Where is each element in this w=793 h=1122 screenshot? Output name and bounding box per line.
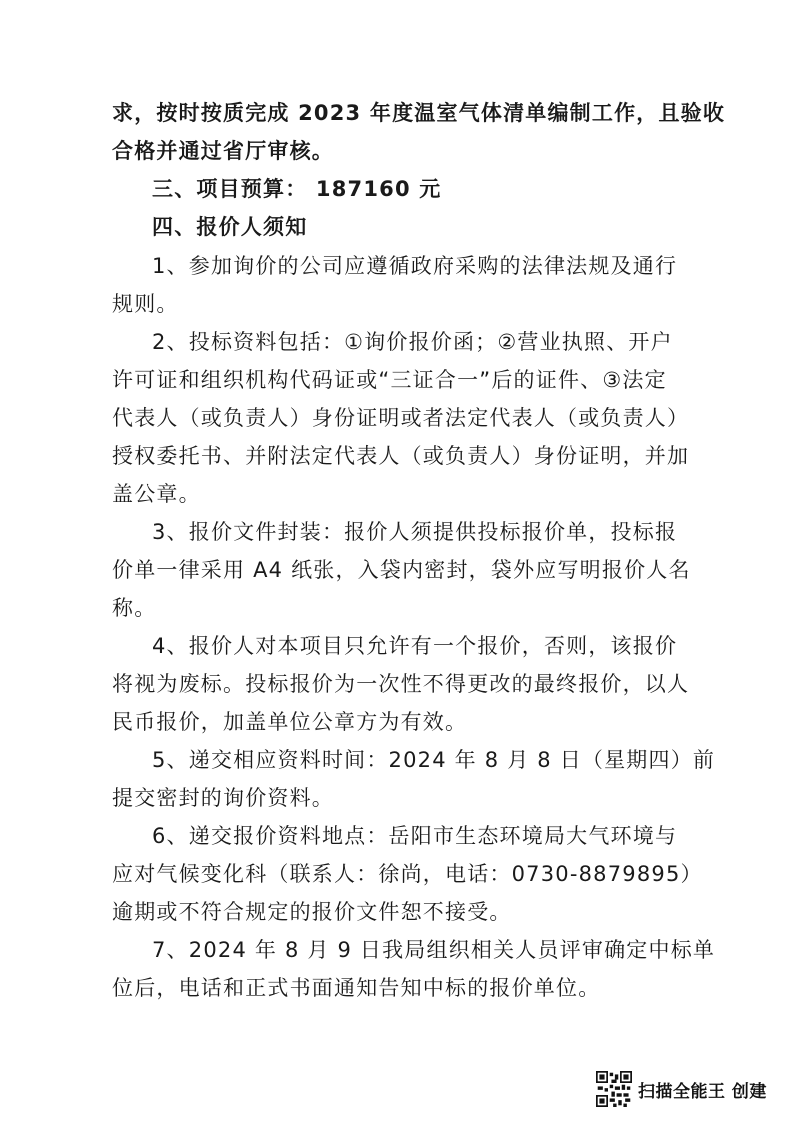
text-line-23: 7、2024 年 8 月 9 日我局组织相关人员评审确定中标单 [152, 938, 716, 962]
qr-code-icon [596, 1071, 632, 1107]
text-line-6: 规则。 [112, 292, 179, 316]
text-line-13: 价单一律采用 A4 纸张，入袋内密封，袋外应写明报价人名 [112, 558, 691, 582]
text-line-9: 代表人（或负责人）身份证明或者法定代表人（或负责人） [112, 406, 690, 430]
watermark-text: 扫描全能王 创建 [638, 1081, 767, 1102]
text-line-15: 4、报价人对本项目只允许有一个报价，否则，该报价 [152, 634, 678, 658]
text-line-8: 许可证和组织机构代码证或“三证合一”后的证件、③法定 [112, 368, 667, 392]
text-line-12: 3、报价文件封装：报价人须提供投标报价单，投标报 [152, 520, 678, 544]
text-line-18: 5、递交相应资料时间：2024 年 8 月 8 日（星期四）前 [152, 748, 716, 772]
section-heading-notice: 四、报价人须知 [152, 215, 308, 239]
section-heading-budget: 三、项目预算： 187160 元 [152, 177, 442, 201]
text-line-16: 将视为废标。投标报价为一次性不得更改的最终报价，以人 [112, 672, 690, 696]
text-line-20: 6、递交报价资料地点：岳阳市生态环境局大气环境与 [152, 824, 678, 848]
text-line-14: 称。 [112, 596, 157, 620]
text-line-11: 盖公章。 [112, 482, 201, 506]
text-line-2: 合格并通过省厅审核。 [112, 139, 334, 163]
text-line-21: 应对气候变化科（联系人：徐尚，电话：0730-8879895） [112, 862, 703, 886]
text-line-10: 授权委托书、并附法定代表人（或负责人）身份证明，并加 [112, 444, 690, 468]
text-line-5: 1、参加询价的公司应遵循政府采购的法律法规及通行 [152, 254, 678, 278]
text-line-22: 逾期或不符合规定的报价文件恕不接受。 [112, 900, 512, 924]
text-line-19: 提交密封的询价资料。 [112, 786, 334, 810]
text-line-17: 民币报价，加盖单位公章方为有效。 [112, 710, 468, 734]
scanner-watermark [596, 1069, 776, 1109]
text-line-24: 位后，电话和正式书面通知告知中标的报价单位。 [112, 976, 601, 1000]
text-line-1: 求，按时按质完成 2023 年度温室气体清单编制工作，且验收 [112, 101, 726, 125]
text-line-7: 2、投标资料包括：①询价报价函；②营业执照、开户 [152, 330, 673, 354]
